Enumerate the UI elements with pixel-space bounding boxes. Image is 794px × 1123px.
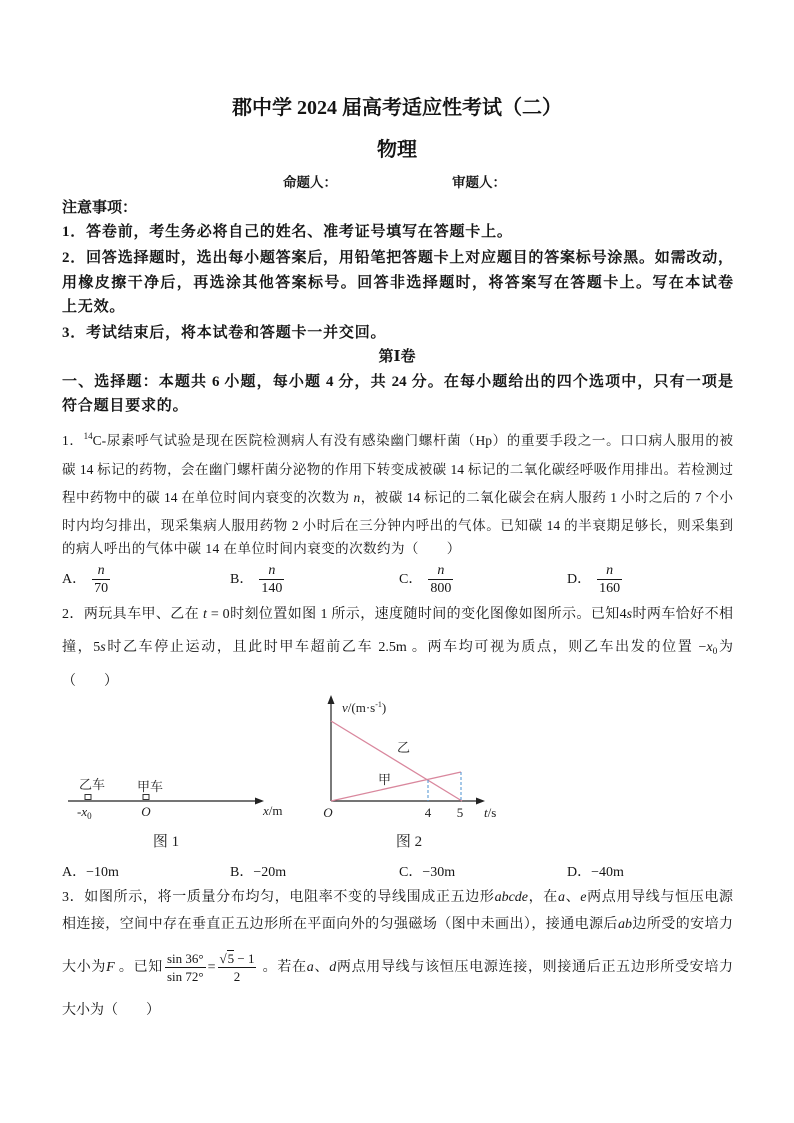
golden-ratio-numerator [218, 950, 257, 967]
option-fraction [597, 562, 622, 597]
exam-title: 郡中学 2024 届高考适应性考试（二） [232, 97, 562, 119]
q1-option-b [230, 558, 287, 602]
q3-line-3-text-d: 、 [313, 960, 330, 975]
option-label: A． [62, 572, 87, 587]
seconds-unit: s [626, 607, 633, 622]
q3-line-3 [62, 946, 733, 990]
q1-option-d [567, 558, 625, 602]
sine-ratio-fraction [165, 950, 206, 985]
notes-item-2-line-1: 2．回答选择题时，选出每小题答案后，用铅笔把答题卡上对应题目的答案标号涂黑。如需改动， [62, 250, 733, 266]
force-variable: F [106, 960, 115, 975]
seconds-unit: s [100, 640, 106, 655]
q3-line-1 [62, 888, 733, 908]
point-d: d [329, 960, 337, 975]
notes-heading: 注意事项： [62, 200, 138, 216]
part-title: 第Ⅰ卷 [378, 349, 416, 365]
q3-line-3-text-c: 。若在 [258, 960, 307, 975]
position-subscript: 0 [712, 647, 718, 657]
option-fraction [259, 562, 284, 597]
q2-answer-blank: （ ） [62, 674, 118, 689]
q1-option-a [62, 558, 113, 602]
origin-label: O [141, 804, 151, 819]
fraction-numerator: n [606, 563, 614, 579]
velocity-unit-exponent: -1 [375, 700, 382, 709]
q2-line-2 [62, 638, 733, 659]
car-yi-marker [85, 795, 91, 800]
q2-line-1-text-a: 2．两玩具车甲、乙在 [62, 607, 204, 622]
q3-line-2-text-b: 边所受的安培力 [631, 917, 734, 932]
q2-line-1 [62, 605, 733, 625]
q3-line-1-text-c: 、 [564, 890, 581, 905]
start-position-label [77, 804, 92, 821]
setter-label: 命题人： [283, 175, 337, 190]
tick-label-4: 4 [424, 805, 432, 820]
time-axis-arrow [476, 798, 485, 805]
notes-item-2-line-2: 用橡皮擦干净后，再选涂其他答案标号。回答非选择题时，将答案写在答题卡上。写在本试卷 [62, 275, 733, 291]
q2-line-1-text-c: 时两车恰好不相 [632, 607, 734, 622]
q3-line-2-text-a: 相连接，空间中存在垂直正五边形所在平面向外的匀强磁场（图中未画出），接通电源后 [62, 917, 618, 932]
q2-line-2-text-b: 时乙车停止运动，且此时甲车超前乙车 2.5m 。两车均可视为质点，则乙车出发的位置 − [105, 640, 707, 655]
numerator-rest: − 1 [234, 951, 255, 967]
q2-line-2-text-c: 为 [717, 640, 733, 655]
car-jia-line-label: 甲 [378, 772, 392, 787]
option-fraction [428, 562, 453, 597]
point-a: a [306, 960, 314, 975]
q2-line-2-text-a: 撞，5 [62, 640, 101, 655]
sqrt-symbol: √ [219, 951, 227, 967]
point-a: a [557, 890, 565, 905]
figure-2 [323, 695, 496, 850]
notes-item-2-line-3: 上无效。 [62, 299, 126, 315]
figure-1 [68, 777, 283, 850]
q1-line-2: 碳 14 标记的药物，会在幽门螺杆菌分泌物的作用下转变成被碳 14 标记的二氧化碳经呼吸作用排出。若检测过 [62, 462, 733, 477]
fraction-numerator: n [268, 563, 276, 579]
q1-line-3-text-a: 程中药物中的碳 14 在单位时间内衰变的次数为 [62, 490, 354, 505]
figure-1-caption: 图 1 [152, 834, 180, 850]
q2-option-b: B．−20m [230, 865, 287, 880]
time-axis-variable: t [484, 805, 488, 820]
reviewer-label: 审题人： [452, 175, 506, 190]
q1-number: 1． [62, 433, 84, 448]
fraction-denominator: 140 [261, 581, 283, 597]
q3-line-3-text-a: 大小为 [62, 960, 107, 975]
q3-line-1-text-b: ，在 [528, 890, 558, 905]
time-axis-unit: /s [487, 805, 497, 820]
fraction-numerator: n [437, 563, 445, 579]
car-jia-label: 甲车 [136, 779, 164, 794]
car-yi-label: 乙车 [78, 777, 106, 792]
q3-line-2 [62, 915, 733, 935]
section-instructions-line-1: 一、选择题：本题共 6 小题，每小题 4 分，共 24 分。在每小题给出的四个选项中，只有一项是 [62, 374, 733, 390]
option-label: B． [230, 572, 254, 587]
q1-options [0, 558, 794, 602]
minus-sign: - [77, 804, 82, 819]
isotope-mass-number: 14 [83, 431, 93, 441]
option-fraction [92, 562, 110, 597]
pentagon-name: abcde [494, 890, 528, 905]
q1-line-3-text-b: ，被碳 14 标记的二氧化碳会在病人服药 1 小时之后的 7 个小 [360, 490, 734, 505]
q2-option-d: D．−40m [567, 865, 624, 880]
q1-line-1-text: C-尿素呼气试验是现在医院检测病人有没有感染幽门螺杆菌（Hp）的重要手段之一。口口病人服用的被 [92, 433, 733, 448]
q3-line-1-text-d: 两点用导线与恒压电源 [586, 890, 734, 905]
decay-count-variable: n [353, 490, 361, 505]
fraction-denominator: 70 [94, 581, 109, 597]
notes-item-3: 3．考试结束后，将本试卷和答题卡一并交回。 [62, 325, 387, 341]
sine-ratio-numerator: sin 36° [166, 951, 204, 967]
graph-origin-label: O [323, 805, 333, 820]
velocity-unit-close: ) [381, 700, 387, 715]
q1-line-3 [62, 488, 733, 508]
q2-figures [0, 690, 520, 855]
q3-line-1-text-a: 3．如图所示，将一质量分布均匀，电阻率不变的导线围成正五边形 [62, 890, 495, 905]
point-e: e [580, 890, 587, 905]
velocity-axis-arrow [328, 695, 335, 704]
position-axis-label [262, 803, 283, 818]
velocity-unit: /(m·s [347, 700, 376, 715]
q2-option-c: C．−30m [399, 865, 456, 880]
notes-item-1: 1．答卷前，考生务必将自己的姓名、准考证号填写在答题卡上。 [62, 224, 513, 240]
figure-2-caption: 图 2 [395, 834, 423, 850]
q3-line-3-text-b: 。已知 [114, 960, 163, 975]
start-position-variable: x [81, 804, 88, 819]
golden-ratio-denominator: 2 [218, 967, 257, 985]
axis-variable: x [263, 803, 269, 818]
sine-ratio-denominator: sin 72° [166, 969, 204, 985]
option-label: D． [567, 572, 592, 587]
golden-ratio-fraction [218, 950, 257, 985]
equals-sign: = [207, 960, 216, 975]
car-yi-velocity-line [331, 721, 462, 801]
car-yi-line-label: 乙 [397, 740, 411, 755]
fraction-denominator: 800 [430, 581, 452, 597]
option-label: C． [399, 572, 423, 587]
q1-option-c [399, 558, 456, 602]
edge-ab: ab [617, 917, 632, 932]
car-jia-velocity-line [331, 772, 461, 801]
sqrt-radicand: 5 [227, 951, 235, 967]
fraction-numerator: n [97, 563, 105, 579]
car-jia-marker [143, 795, 149, 800]
velocity-variable: v [342, 700, 348, 715]
time-axis-label [484, 805, 496, 820]
section-instructions-line-2: 符合题目要求的。 [62, 398, 189, 414]
fraction-denominator: 160 [599, 581, 621, 597]
q2-option-a: A．−10m [62, 865, 119, 880]
start-position-subscript: 0 [87, 811, 92, 821]
subject-title: 物理 [377, 139, 417, 161]
q2-line-1-text-b: = 0时刻位置如图 1 所示，速度随时间的变化图像如图所示。已知4 [206, 607, 627, 622]
axis-unit: /m [268, 803, 283, 818]
q3-line-4: 大小为（ ） [62, 1003, 160, 1018]
time-variable: t [203, 607, 207, 622]
q1-line-5: 的病人呼出的气体中碳 14 在单位时间内衰变的次数约为（ ） [62, 541, 461, 556]
tick-label-5: 5 [456, 805, 464, 820]
q1-line-1 [62, 431, 733, 452]
velocity-axis-label [342, 700, 386, 715]
position-variable: x [706, 640, 713, 655]
q1-line-4: 时内均匀排出，现采集病人服用药物 2 小时后在三分钟内呼出的气体。已知碳 14 的半衰期足够长，则采集到 [62, 518, 733, 533]
q3-line-3-text-e: 两点用导线与该恒压电源连接，则接通后正五边形所受安培力 [336, 960, 734, 975]
